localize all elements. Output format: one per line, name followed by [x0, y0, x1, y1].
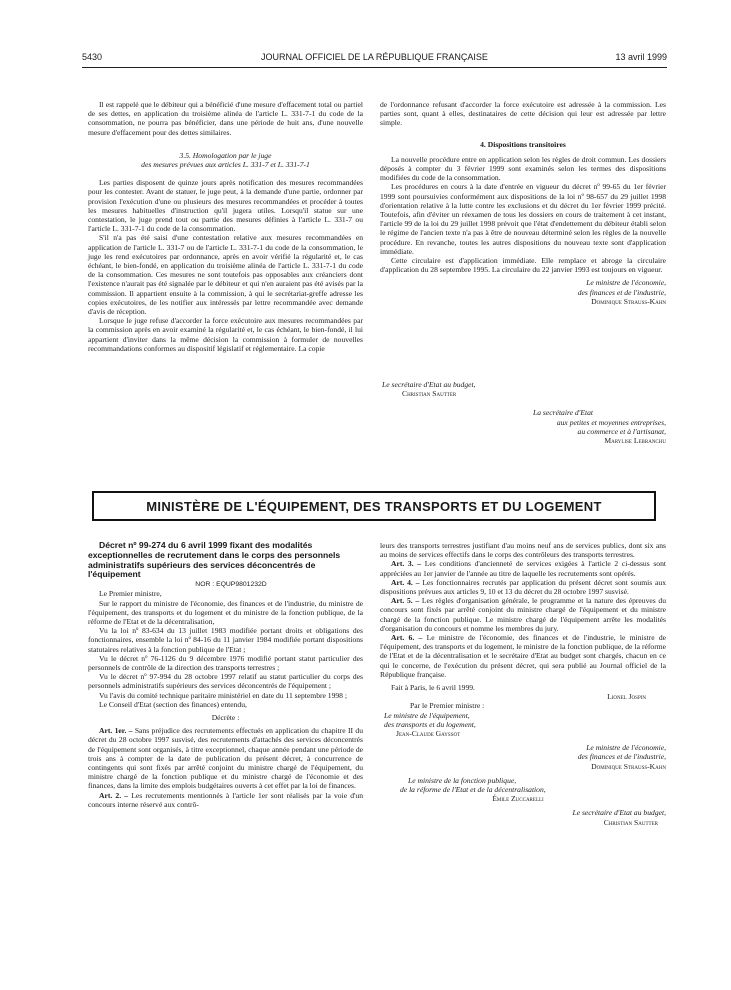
top-signatures	[380, 380, 666, 445]
article-3: Art. 3. – Les conditions d'ancienneté de services exigées à l'article 2 ci-dessus sont appréciées au 1er janvier de l'année au titre de laquelle les recrutements sont opérés.	[380, 559, 666, 578]
signatory-role: Par le Premier ministre :	[410, 701, 485, 711]
paragraph: Cette circulaire est d'application immédiate. Elle remplace et abroge la circulaire d'application du 28 septembre 1995. La circulaire du 22 janvier 1993 est toujours en vigueur.	[380, 256, 666, 275]
journal-title: JOURNAL OFFICIEL DE LA RÉPUBLIQUE FRANÇAISE	[261, 52, 488, 62]
article-2: Art. 2. – Les recrutements mentionnés à l'article 1er sont réalisés par la voie d'un concours interne réservé aux contrô-	[88, 790, 363, 809]
paragraph: Sur le rapport du ministre de l'économie, des finances et de l'industrie, du ministre de l'équipement, des transports et du logement et du ministre de la fonction publique, de la réforme de l'Etat et de la décentralisation,	[88, 598, 363, 626]
signatory-name: Dominique Strauss-Kahn	[591, 761, 666, 771]
signatory-role: Le secrétaire d'Etat au budget,	[572, 808, 666, 818]
paragraph: leurs des transports terrestres justifiant d'au moins neuf ans de services publics, dont six ans au moins de services effectifs dans le corps des contrôleurs des transports terrestres.	[380, 541, 666, 560]
section-title: 3.5. Homologation par le juge	[179, 150, 272, 160]
article-4: Art. 4. – Les fonctionnaires recrutés par application du présent décret sont soumis aux dispositions prévues aux articles 9, 10 et 13 du décret du 28 octobre 1997 susvisé.	[380, 577, 666, 597]
paragraph: La nouvelle procédure entre en application selon les règles de droit commun. Les dossiers déposés à compter du 3 février 1999 sont examinés selon les termes des dispositions modifiées du code de la consommation.	[380, 154, 666, 183]
top-right-column	[380, 100, 666, 306]
signatory-name: Dominique Strauss-Kahn	[591, 296, 666, 306]
signatory-role: Le ministre de l'économie,	[586, 743, 666, 753]
signatory-name: Émile Zuccarelli	[492, 794, 544, 804]
section-subtitle: des mesures prévues aux articles L. 331-7 et L. 331-7-1	[141, 160, 310, 170]
article-5: Art. 5. – Les règles d'organisation générale, le programme et la nature des épreuves du concours sont fixés par arrêté conjoint du ministre chargé de l'équipement et du ministre chargé de la fonction publique. Le ministre chargé de l'équipement arrête les modalités d'organisation du concours et nomme les membres du jury.	[380, 596, 666, 633]
signatory-role: des finances et de l'industrie,	[577, 752, 666, 762]
article-1: Art. 1er. – Sans préjudice des recrutements effectués en application du chapitre II du décret du 28 octobre 1997 susvisé, des recrutements d'attachés des services déconcentrés de l'équipement sont organisés, à titre exceptionnel, chaque année pendant une période de trois ans à compter de la date de publication du présent décret, à concurrence de contingents qui sont fixés par arrêté conjoint du ministre chargé de l'équipement, du ministre chargé de la fonction publique et du ministre chargé de l'économie et des finances, dans la limite des emplois budgétaires ouverts à cet effet par la loi de finances.	[88, 726, 363, 791]
decree-left-column	[88, 541, 363, 809]
paragraph: Le Conseil d'Etat (section des finances) entendu,	[99, 699, 247, 709]
article-label: Art. 1er. –	[99, 726, 133, 736]
paragraph: Il est rappelé que le débiteur qui a bénéficié d'une mesure d'effacement total ou partiel de ses dettes, en application du troisième alinéa de l'article L. 331-7-1 du code de la consommation, ne pourra pas bénéficier, dans une période de huit ans, d'une nouvelle mesure d'effacement pour des dettes similaires.	[88, 100, 363, 137]
ministry-banner: MINISTÈRE DE L'ÉQUIPEMENT, DES TRANSPORTS ET DU LOGEMENT	[92, 491, 656, 521]
article-label: Art. 2. –	[99, 790, 129, 800]
paragraph: Lorsque le juge refuse d'accorder la force exécutoire aux mesures recommandées par la commission après en avoir examiné la régularité et, le cas échéant, le bien-fondé, il lui appartient d'inviter dans la même décision la commission à formuler de nouvelles recommandations conformes au dispositif législatif et réglementaire. La copie	[88, 316, 363, 353]
paragraph: Vu le décret nº 76-1126 du 9 décembre 1976 modifié portant statut particulier des personnels de contrôle de la direction des transports terrestres ;	[88, 653, 363, 673]
signatory-name: Christian Sautter	[402, 389, 457, 399]
top-left-column	[88, 100, 363, 353]
paragraph: Le Premier ministre,	[99, 589, 162, 599]
signatory-name: Christian Sautter	[603, 817, 658, 827]
decree-title: Décret nº 99-274 du 6 avril 1999 fixant des modalités exceptionnelles de recrutement dans le corps des personnels administratifs supérieurs des services déconcentrés de l'équipement	[88, 540, 341, 580]
signatory-role: au commerce et à l'artisanat,	[577, 426, 666, 436]
signature-date: Fait à Paris, le 6 avril 1999.	[391, 683, 475, 693]
paragraph: Les parties disposent de quinze jours après notification des mesures recommandées pour les contester. Avant de statuer, le juge peut, à la demande d'une partie, ordonner par provision l'exécution d'une ou plusieurs des mesures recommandées et procéder à toutes les mesures habituelles d'instruction qu'il jugera utiles. Lorsqu'il statue sur une contestation, le juge prend tout ou partie des mesures définies à l'article L. 331-7 ou l'article L. 331-7-1 du code de la consommation.	[88, 178, 363, 234]
paragraph: de l'ordonnance refusant d'accorder la force exécutoire est adressée à la commission. Les parties sont, quant à elles, destinataires de cette décision qui leur est adressée par lettre simple.	[380, 100, 666, 128]
signatory-role: Le ministre de la fonction publique,	[408, 775, 517, 785]
paragraph: Vu la loi nº 83-634 du 13 juillet 1983 modifiée portant droits et obligations des fonctionnaires, ensemble la loi nº 84-16 du 11 janvier 1984 modifiée portant dispositions statutaires relatives à la fonction publique de l'Etat ;	[88, 626, 363, 654]
signatory-role: aux petites et moyennes entreprises,	[556, 417, 666, 427]
signatory-name: Jean-Claude Gayssot	[396, 729, 461, 739]
signatory-role: La secrétaire d'Etat	[533, 408, 593, 418]
nor-reference: NOR : EQUP9801232D	[195, 581, 267, 589]
signatory-role: Le secrétaire d'Etat au budget,	[382, 380, 476, 389]
page-number: 5430	[82, 52, 103, 62]
article-6: Art. 6. – Le ministre de l'économie, des finances et de l'industrie, le ministre de l'équipement, des transports et du logement, le ministre de la fonction publique, de la réforme de l'Etat et de la décentralisation et le secrétaire d'Etat au budget sont chargés, chacun en ce qui le concerne, de l'exécution du présent décret, qui sera publié au Journal officiel de la République française.	[380, 633, 667, 679]
header-rule	[82, 67, 667, 68]
signatory-role: de la réforme de l'Etat et de la décentralisation,	[400, 785, 546, 795]
paragraph: Vu l'avis du comité technique paritaire ministériel en date du 11 septembre 1998 ;	[99, 690, 347, 700]
decree-right-column	[380, 541, 666, 827]
signatory-role: des finances et de l'industrie,	[577, 287, 666, 297]
signatory-role: Le ministre de l'économie,	[586, 278, 666, 288]
signatory-name: Marylise Lebranchu	[604, 436, 666, 446]
paragraph: S'il n'a pas été saisi d'une contestation relative aux mesures recommandées en application de l'article L. 331-7 ou de l'article L. 331-7-1 du code de la consommation, le juge les rend exécutoires par ordonnance, après en avoir vérifié la régularité et, le cas échéant, le bien-fondé, en application du troisième alinéa de l'article L. 331-7-1 du code de la consommation. Ces mesures ne sont toutefois pas opposables aux créanciers dont l'existence n'aurait pas été signalée par le débiteur et qui n'en auraient pas été avisés par la commission. Il appartient ensuite à la commission, à qui le secrétariat-greffe adresse les copies exécutoires, de les notifier aux intéressés par lettre recommandée avec demande d'avis de réception.	[88, 233, 363, 317]
paragraph: Vu le décret nº 97-994 du 28 octobre 1997 relatif au statut particulier du corps des personnels administratifs supérieurs des services déconcentrés de l'équipement ;	[88, 672, 363, 691]
signatory-role: Le ministre de l'équipement,	[384, 710, 470, 720]
issue-date: 13 avril 1999	[615, 52, 667, 62]
paragraph: Les procédures en cours à la date d'entrée en vigueur du décret nº 99-65 du 1er février 1999 sont poursuivies conformément aux dispositions de la loi nº 98-657 du 29 juillet 1998 d'orientation relative à la lutte contre les exclusions et du décret du 1er février 1999 précité. Toutefois, afin d'éviter un réexamen de tous les dossiers en cours de traitement à cet instant, l'article 99 de la loi du 29 juillet 1998 prévoit que l'état d'endettement du débiteur établi selon le régime de l'ancien texte n'a pas à être de nouveau déterminé selon les règles de la nouvelle procédure. En revanche, toutes les autres dispositions du nouveau texte sont d'application immédiate.	[380, 182, 666, 256]
page-header	[82, 52, 667, 66]
signatory-role: des transports et du logement,	[384, 719, 476, 729]
signatory-name: Lionel Jospin	[607, 692, 646, 702]
section-title: 4. Dispositions transitoires	[480, 139, 566, 149]
decrete-heading: Décrète :	[211, 713, 240, 723]
